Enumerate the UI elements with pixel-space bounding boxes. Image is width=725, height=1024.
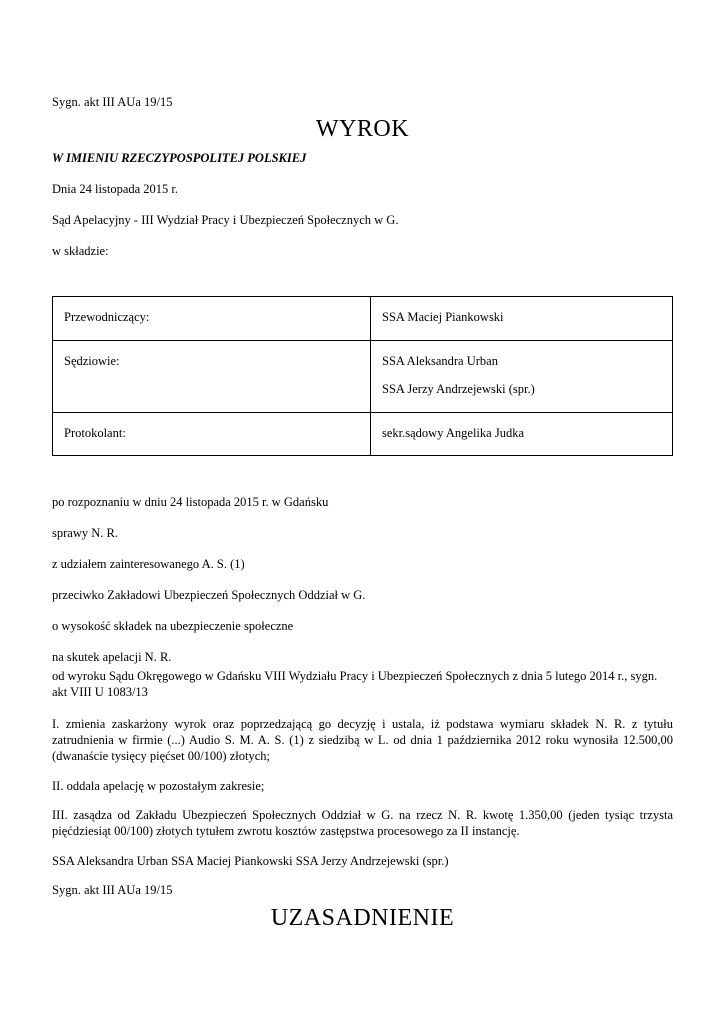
ruling-point-2: II. oddala apelację w pozostałym zakresie; [52,779,265,793]
case-signature-bottom: Sygn. akt III AUa 19/15 [52,883,173,897]
table-row [53,297,673,341]
case-signature-top: Sygn. akt III AUa 19/15 [52,95,173,109]
judge-name: SSA Maciej Piankowski [382,310,504,324]
table-row [53,413,673,456]
role-cell: Przewodniczący: [53,297,371,341]
ruling-point-1: I. zmienia zaskarżony wyrok oraz poprzedzającą go decyzję i ustala, iż podstawa wymiaru składek N. R. z tytułu zatrudnienia w firmie (...) Audio S. M. A. S. (1) z siedzibą w L. od dnia 1 października 2012 roku wynosiła 12.500,00 (dwanaście tysięcy pięćset 00/100) złotych; [52,717,673,763]
document-title: WYROK [315,116,410,142]
judge-name: SSA Aleksandra Urban [382,354,498,368]
lower-court-judgment-line: od wyroku Sądu Okręgowego w Gdańsku VIII Wydziału Pracy i Ubezpieczeń Społecznych z dnia 5 lutego 2014 r., sygn. akt VIII U 1083/13 [52,669,658,699]
judge-name: SSA Jerzy Andrzejewski (spr.) [382,382,535,396]
participant-line: z udziałem zainteresowanego A. S. (1) [52,557,245,571]
date-line: Dnia 24 listopada 2015 r. [52,182,179,196]
name-cell [371,413,673,456]
hearing-line: po rozpoznaniu w dniu 24 listopada 2015 r. w Gdańsku [52,495,329,509]
justification-title: UZASADNIENIE [270,905,455,931]
appeal-line: na skutek apelacji N. R. [52,650,172,664]
name-cell [371,341,673,413]
opponent-line: przeciwko Zakładowi Ubezpieczeń Społecznych Oddział w G. [52,588,366,602]
document-subtitle: W IMIENIU RZECZYPOSPOLITEJ POLSKIEJ [52,151,307,165]
court-line: Sąd Apelacyjny - III Wydział Pracy i Ubezpieczeń Społecznych w G. [52,213,399,227]
role-cell: Protokolant: [53,413,371,456]
composition-label: w składzie: [52,244,109,258]
name-cell [371,297,673,341]
ruling-point-3: III. zasądza od Zakładu Ubezpieczeń Społecznych Oddział w G. na rzecz N. R. kwotę 1.350,00 (jeden tysiąc trzysta pięćdziesiąt 00/100) złotych tytułem zwrotu kosztów zastępstwa procesowego za II instancję. [52,808,673,838]
table-row [53,341,673,413]
clerk-name: sekr.sądowy Angelika Judka [382,426,524,440]
judges-signature-line: SSA Aleksandra Urban SSA Maciej Piankowski SSA Jerzy Andrzejewski (spr.) [52,854,449,868]
case-party-line: sprawy N. R. [52,526,118,540]
subject-line: o wysokość składek na ubezpieczenie społeczne [52,619,294,633]
role-cell: Sędziowie: [53,341,371,413]
court-panel-table [52,296,673,456]
